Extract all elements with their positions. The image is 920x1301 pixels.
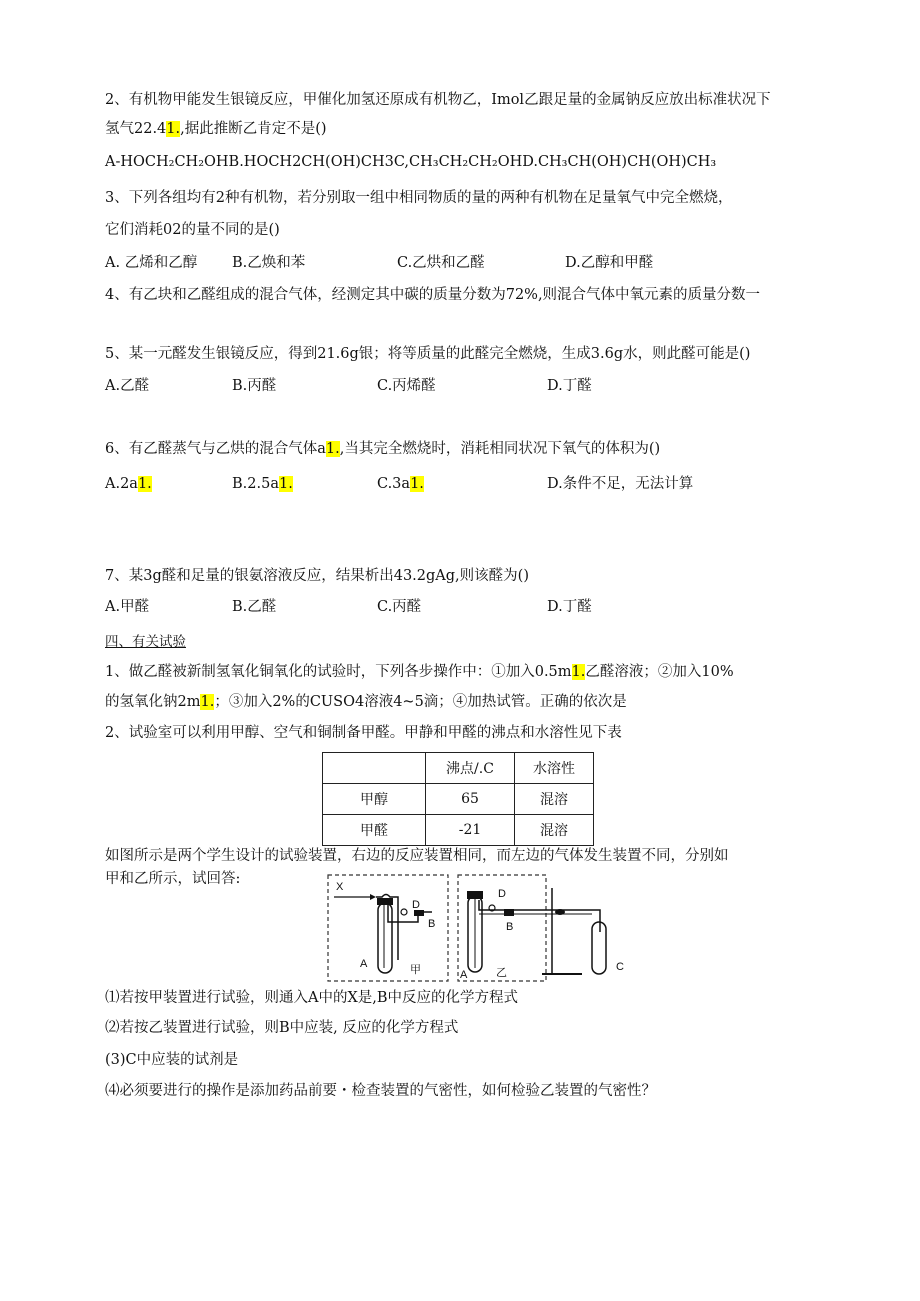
- table-cell: 甲醇: [323, 784, 426, 815]
- q7-option-b: B.乙醛: [232, 599, 277, 615]
- exp1-line2-highlight: 1.: [200, 694, 215, 710]
- q2-line2-pre: 氢气22.4: [105, 121, 167, 137]
- q7-option-c: C.丙醛: [377, 599, 422, 615]
- reaction-tube-b2: [504, 909, 514, 916]
- q5-line1: 5、某一元醛发生银镜反应，得到21.6g银；将等质量的此醛完全燃烧，生成3.6g水，则此醛可能是(): [105, 346, 751, 362]
- label-a1: A: [360, 958, 368, 970]
- boiling-point-table: [322, 752, 594, 846]
- q6-option-b-highlight: 1.: [278, 476, 293, 492]
- table-cell: 混溶: [515, 815, 594, 846]
- q6-option-a: [105, 474, 152, 494]
- exp1-line1: [105, 662, 734, 682]
- q6-option-a-text: A.2a: [105, 476, 138, 492]
- exp1-line2-post: ；③加入2%的CUSO4溶液4~5滴；④加热试管。正确的依次是: [214, 694, 627, 710]
- sub-question-3: (3)C中应装的试剂是: [105, 1052, 239, 1068]
- q6-option-c-text: C.3a: [377, 476, 411, 492]
- test-tube-a: [378, 903, 392, 973]
- q3-option-d: D.乙醇和甲醛: [565, 255, 654, 271]
- label-d2: D: [498, 888, 506, 900]
- q6-line1-highlight: 1.: [325, 441, 340, 457]
- table-header-row: [323, 753, 594, 784]
- sub-question-1: ⑴若按甲装置进行试验，则通入A中的X是,B中反应的化学方程式: [105, 990, 519, 1006]
- q3-option-c: C.乙烘和乙醛: [397, 255, 485, 271]
- label-yi: 乙: [496, 967, 507, 979]
- q2-line2-highlight: 1.: [166, 121, 181, 137]
- table-cell: -21: [426, 815, 515, 846]
- sub-question-4: ⑷必须要进行的操作是添加药品前要・检查装置的气密性，如何检验乙装置的气密性？: [105, 1083, 656, 1099]
- q4-line1: 4、有乙块和乙醛组成的混合气体，经测定其中碳的质量分数为72%,则混合气体中氧元素的质量分数一: [105, 287, 761, 303]
- exp2-line1: 2、试验室可以利用甲醇、空气和铜制备甲醛。甲静和甲醛的沸点和水溶性见下表: [105, 725, 622, 741]
- apparatus-figure: [320, 870, 632, 986]
- q5-option-c: C.丙烯醛: [377, 378, 436, 394]
- exp1-line2: [105, 692, 627, 712]
- table-header-cell: 沸点/.C: [426, 753, 515, 784]
- q6-line1: [105, 439, 660, 459]
- q6-option-c: [377, 474, 424, 494]
- q5-option-d: D.丁醛: [547, 378, 592, 394]
- exp1-line1-pre: 1、做乙醛被新制氢氧化铜氧化的试验时，下列各步操作中：①加入0.5m: [105, 664, 572, 680]
- label-b1: B: [428, 918, 436, 930]
- q2-line2-post: ,据此推断乙肯定不是(): [180, 121, 327, 137]
- q6-option-d: D.条件不足，无法计算: [547, 476, 694, 492]
- exp2-line3: 甲和乙所示，试回答:: [105, 871, 241, 887]
- q3-option-a: A. 乙烯和乙醇: [105, 255, 198, 271]
- q6-option-b-text: B.2.5a: [232, 476, 279, 492]
- sub-question-2: ⑵若按乙装置进行试验，则B中应装, 反应的化学方程式: [105, 1020, 459, 1036]
- q6-option-a-highlight: 1.: [137, 476, 152, 492]
- label-jia: 甲: [410, 964, 421, 976]
- q2-line2: [105, 119, 327, 139]
- exp1-line1-post: 乙醛溶液；②加入10%: [585, 664, 734, 680]
- q6-line1-post: ,当其完全燃烧时，消耗相同状况下氧气的体积为(): [339, 441, 661, 457]
- exp2-line2: 如图所示是两个学生设计的试验装置，右边的反应装置相同，而左边的气体发生装置不同，分别如: [105, 848, 729, 864]
- q2-options: A-HOCH₂CH₂OHB.HOCH2CH(OH)CH3C,CH₃CH₂CH₂OHD.CH₃CH(OH)CH(OH)CH₃: [105, 154, 717, 170]
- q3-line2: 它们消耗02的量不同的是(): [105, 222, 280, 238]
- table-row: [323, 815, 594, 846]
- label-d1: D: [412, 899, 420, 911]
- q5-option-b: B.丙醛: [232, 378, 277, 394]
- section-title: 四、有关试验: [105, 634, 186, 650]
- q6-line1-pre: 6、有乙醛蒸气与乙烘的混合气体a: [105, 441, 326, 457]
- exp1-line2-pre: 的氢氧化钠2m: [105, 694, 201, 710]
- table-cell: 65: [426, 784, 515, 815]
- label-x: X: [336, 881, 344, 893]
- label-b2: B: [506, 921, 514, 933]
- table-row: [323, 784, 594, 815]
- table-header-cell: [323, 753, 426, 784]
- label-a2: A: [460, 969, 468, 981]
- q5-option-a: A.乙醛: [105, 378, 150, 394]
- table-header-cell: 水溶性: [515, 753, 594, 784]
- q7-option-a: A.甲醛: [105, 599, 150, 615]
- collection-tube-c: [592, 922, 606, 974]
- q6-option-b: [232, 474, 293, 494]
- q7-option-d: D.丁醛: [547, 599, 592, 615]
- q3-line1: 3、下列各组均有2种有机物，若分别取一组中相同物质的量的两种有机物在足量氧气中完全燃烧，: [105, 190, 733, 206]
- label-c: C: [616, 961, 624, 973]
- q2-line1: 2、有机物甲能发生银镜反应，甲催化加氢还原成有机物乙，Imol乙跟足量的金属钠反应放出标准状况下: [105, 92, 771, 108]
- q3-option-b: B.乙焕和苯: [232, 255, 306, 271]
- table-cell: 甲醛: [323, 815, 426, 846]
- exp1-line1-highlight: 1.: [571, 664, 586, 680]
- q6-option-c-highlight: 1.: [410, 476, 424, 492]
- table-cell: 混溶: [515, 784, 594, 815]
- q7-line1: 7、某3g醛和足量的银氨溶液反应，结果析出43.2gAg,则该醛为(): [105, 568, 529, 584]
